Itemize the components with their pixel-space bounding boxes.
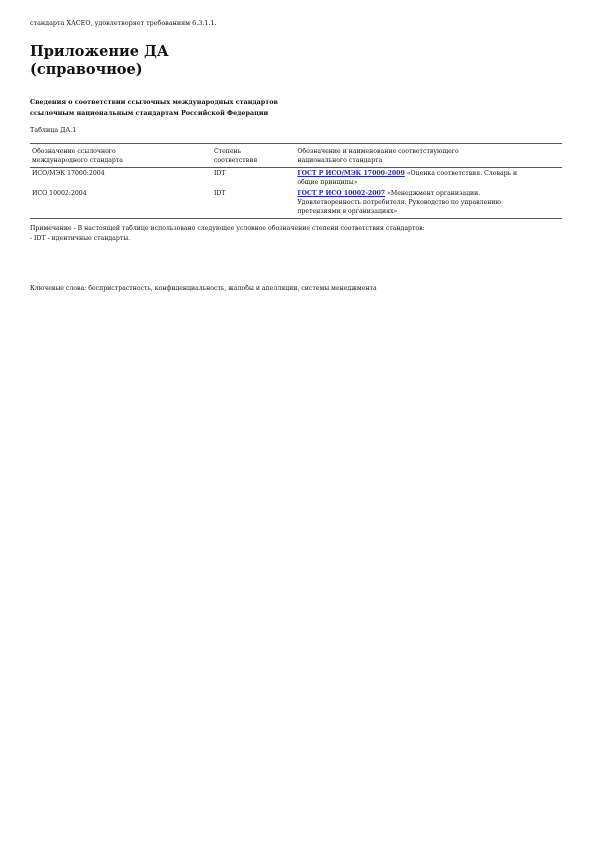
appendix-title	[30, 43, 169, 79]
cell-degree: IDT	[213, 170, 226, 177]
header-cell-national-standard	[295, 144, 562, 168]
standard-link[interactable]: ГОСТ Р ИСО/МЭК 17000-2009	[297, 170, 405, 177]
cell-description: общие принципы»	[297, 179, 358, 186]
header-text: соответствия	[213, 157, 258, 164]
keywords-text: Ключевые слова: беспристрастность, конфиденциальность, жалобы и апелляции, системы менеджмента	[30, 285, 377, 292]
cell-description: «Менеджмент организации.	[385, 190, 481, 197]
standard-link[interactable]: ГОСТ Р ИСО 10002-2007	[297, 190, 386, 197]
header-text: национального стандарта	[297, 157, 383, 164]
header-cell-standard	[30, 144, 212, 168]
table-note	[30, 224, 425, 243]
table-header-row	[30, 144, 562, 168]
appendix-caption	[30, 97, 278, 119]
table-row	[30, 188, 562, 219]
cell-national-standard	[295, 188, 562, 219]
header-text: Обозначение ссылочного	[32, 148, 116, 155]
caption-line1: Сведения о соответствии ссылочных международных стандартов	[30, 98, 278, 106]
cell-standard: ИСО/МЭК 17000:2004	[32, 170, 105, 177]
caption-line2: ссылочным национальным стандартам Российской Федерации	[30, 109, 269, 117]
cell-description: претензиями в организациях»	[297, 208, 398, 215]
cell-degree: IDT	[212, 188, 295, 219]
table-row	[30, 168, 562, 189]
note-line1: Примечание - В настоящей таблице использовано следующее условное обозначение степени соответствия стандартов:	[30, 225, 425, 232]
header-text: Степень	[213, 148, 242, 155]
cell-national-standard	[295, 168, 562, 189]
intro-text: стандарта ХАСЕО, удовлетворяет требованиям 6.3.1.1.	[30, 19, 217, 27]
cell-description: «Оценка соответствия. Словарь и	[404, 170, 518, 177]
note-line2: - IDT - идентичные стандарты.	[30, 234, 131, 242]
appendix-title-line2: (справочное)	[30, 61, 143, 78]
header-text: международного стандарта	[32, 157, 123, 164]
standards-table	[30, 143, 562, 219]
cell-standard: ИСО 10002:2004	[30, 188, 212, 219]
table-label: Таблица ДА.1	[30, 126, 77, 134]
appendix-title-line1: Приложение ДА	[30, 43, 169, 60]
header-text: Обозначение и наименование соответствующего	[297, 148, 459, 155]
header-cell-degree	[212, 144, 295, 168]
cell-description: Удовлетворенность потребителя. Руководство по управлению	[297, 199, 501, 206]
